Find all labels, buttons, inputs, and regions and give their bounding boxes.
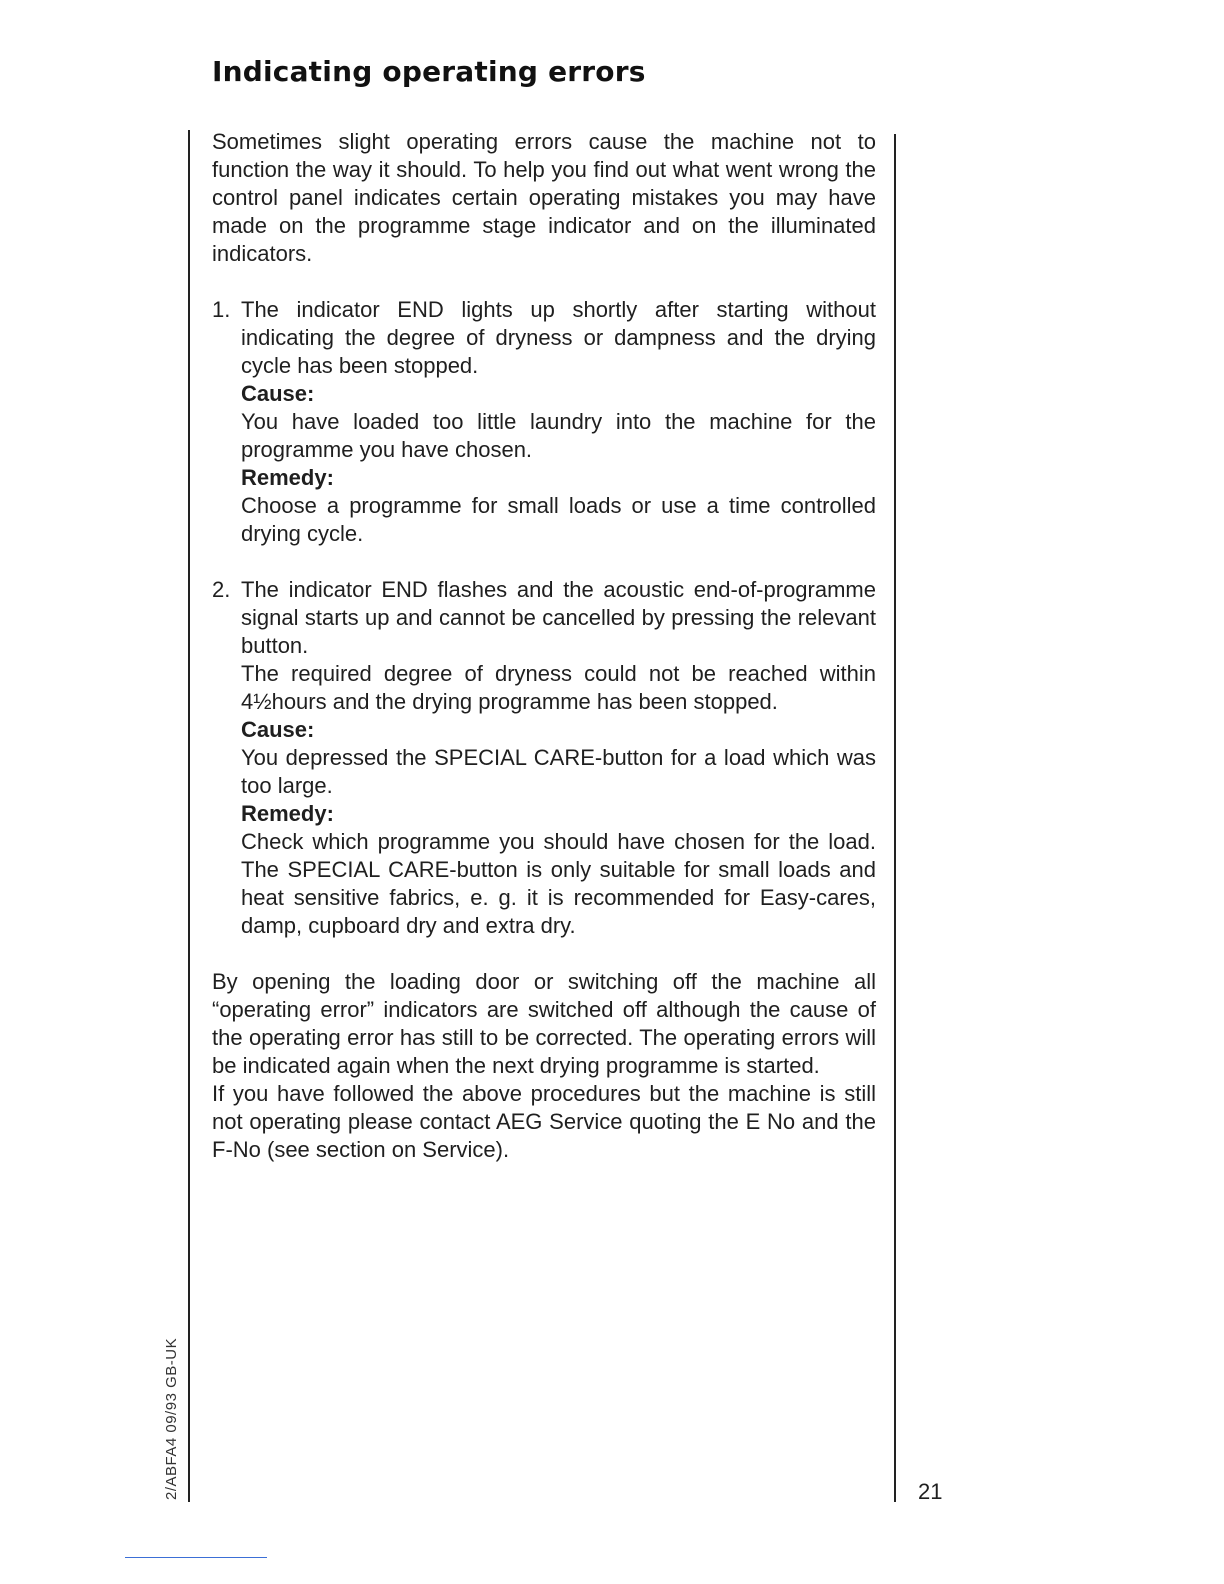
item-description: The indicator END flashes and the acoustic end-of-programme signal starts up and cannot be cancelled by pressing the relevant button. [241,577,876,658]
error-item-2 [212,576,876,940]
remedy-label: Remedy: [241,801,334,826]
page-number: 21 [918,1479,943,1504]
item-description: The indicator END lights up shortly after starting without indicating the degree of dryness or dampness and the drying cycle has been stopped. [241,297,876,378]
remedy-text: Choose a programme for small loads or use a time controlled drying cycle. [241,493,876,546]
footer-line [125,1557,267,1558]
page-title: Indicating operating errors [212,55,646,88]
intro-paragraph: Sometimes slight operating errors cause the machine not to function the way it should. To help you find out what went wrong the control panel indicates certain operating mistakes you may have made on the programme stage indicator and on the illuminated indicators. [212,129,876,266]
left-margin-rule [188,130,190,1502]
document-code: 2/ABFA4 09/93 GB-UK [163,1337,180,1500]
service-paragraph: If you have followed the above procedures but the machine is still not operating please contact AEG Service quoting the E No and the F-No (see section on Service). [212,1081,876,1162]
remedy-label: Remedy: [241,465,334,490]
cause-label: Cause: [241,381,315,406]
closing-paragraph: By opening the loading door or switching off the machine all “operating error” indicators are switched off although the cause of the operating error has still to be corrected. The operating errors will be indicated again when the next drying programme is started. [212,969,876,1078]
right-margin-rule [894,134,896,1502]
cause-label: Cause: [241,717,315,742]
remedy-text: Check which programme you should have chosen for the load. The SPECIAL CARE-button is only suitable for small loads and heat sensitive fabrics, e. g. it is recommended for Easy-cares, damp, cupboard dry and extra dry. [241,829,876,938]
item-number: 1. [212,297,231,322]
error-item-1 [212,296,876,548]
item-description-2: The required degree of dryness could not be reached within 4½hours and the drying programme has been stopped. [241,661,876,714]
item-number: 2. [212,577,231,602]
cause-text: You have loaded too little laundry into the machine for the programme you have chosen. [241,409,876,462]
cause-text: You depressed the SPECIAL CARE-button for a load which was too large. [241,745,876,798]
document-body [212,128,876,1164]
